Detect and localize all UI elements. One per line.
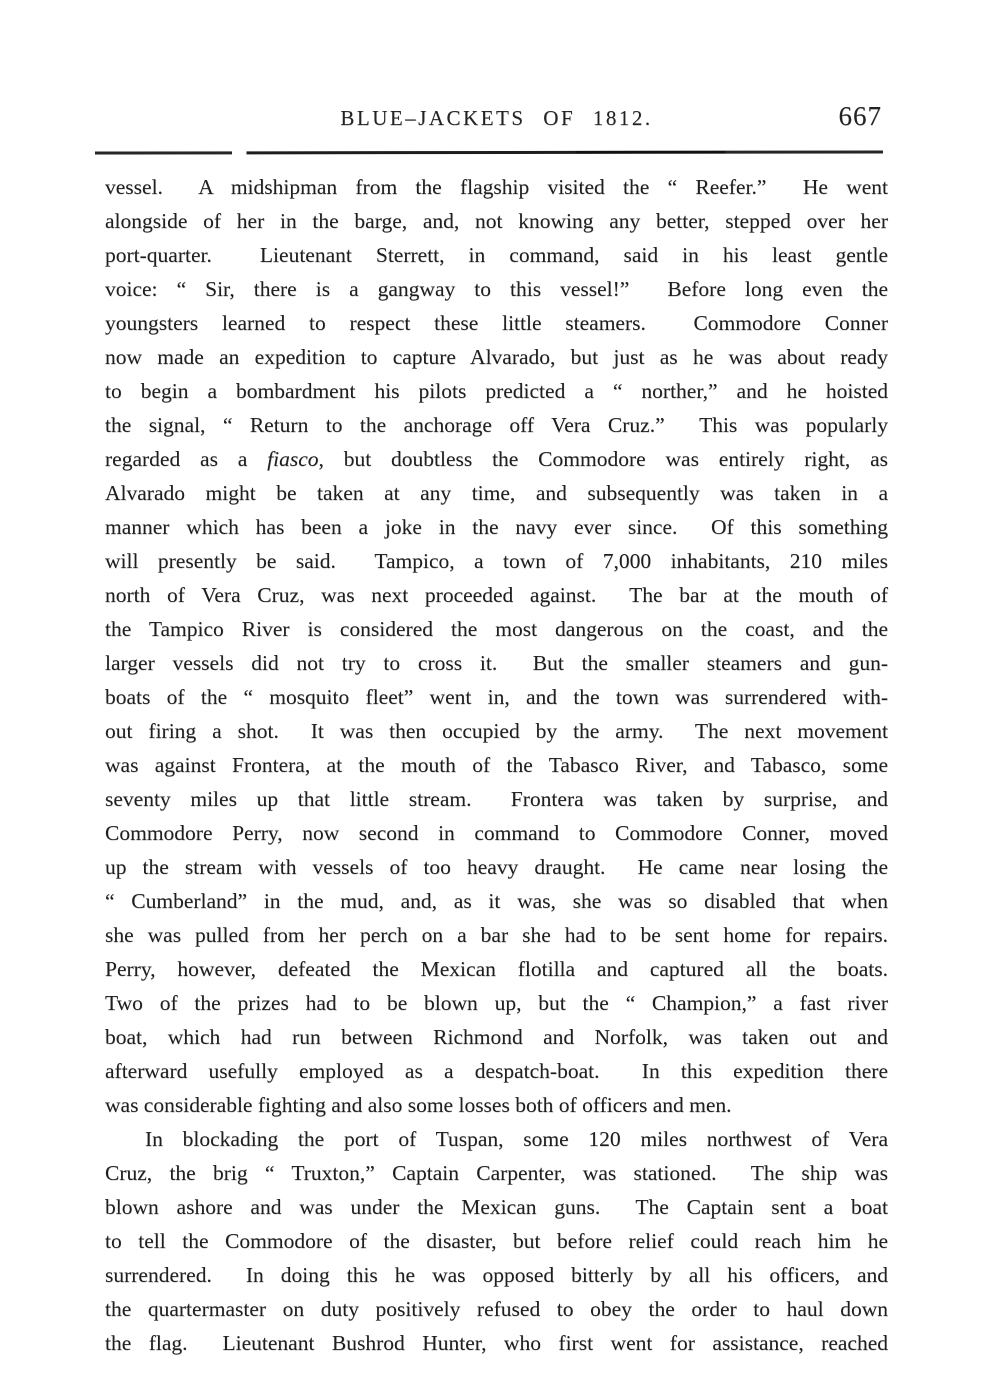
text-line: was against Frontera, at the mouth of the Tabasco River, and Tabasco, some xyxy=(105,753,888,777)
text-line: vessel. A midshipman from the flagship visited the “ Reefer.” He went xyxy=(105,175,888,199)
text-line: afterward usefully employed as a despatch-boat. In this expedition there xyxy=(105,1059,888,1083)
text-line: boat, which had run between Richmond and Norfolk, was taken out and xyxy=(105,1025,888,1049)
text-segment: regarded as a xyxy=(105,447,268,471)
text-line: manner which has been a joke in the navy ever since. Of this something xyxy=(105,515,888,539)
text-line: youngsters learned to respect these little steamers. Commodore Conner xyxy=(105,311,888,335)
text-line: the quartermaster on duty positively refused to obey the order to haul down xyxy=(105,1297,888,1321)
text-line xyxy=(105,442,888,476)
text-line: Cruz, the brig “ Truxton,” Captain Carpenter, was stationed. The ship was xyxy=(105,1161,888,1185)
text-line: alongside of her in the barge, and, not knowing any better, stepped over her xyxy=(105,209,888,233)
text-line: Commodore Perry, now second in command to Commodore Conner, moved xyxy=(105,821,888,845)
text-line: out firing a shot. It was then occupied by the army. The next movement xyxy=(105,719,888,743)
text-line-paragraph-end: was considerable fighting and also some losses both of officers and men. xyxy=(105,1093,732,1117)
text-line: surrendered. In doing this he was opposed bitterly by all his officers, and xyxy=(105,1263,888,1287)
text-line: now made an expedition to capture Alvarado, but just as he was about ready xyxy=(105,345,888,369)
text-line: the flag. Lieutenant Bushrod Hunter, who first went for assistance, reached xyxy=(105,1331,888,1355)
italic-word-fiasco: fiasco xyxy=(267,447,319,471)
text-line: port-quarter. Lieutenant Sterrett, in command, said in his least gentle xyxy=(105,243,888,267)
text-line: blown ashore and was under the Mexican guns. The Captain sent a boat xyxy=(105,1195,888,1219)
text-line: voice: “ Sir, there is a gangway to this vessel!” Before long even the xyxy=(105,277,888,301)
text-line: up the stream with vessels of too heavy draught. He came near losing the xyxy=(105,855,888,879)
text-line: Perry, however, defeated the Mexican flotilla and captured all the boats. xyxy=(105,957,888,981)
text-line: “ Cumberland” in the mud, and, as it was, she was so disabled that when xyxy=(105,889,888,913)
text-line: Two of the prizes had to be blown up, but the “ Champion,” a fast river xyxy=(105,991,888,1015)
text-line: Alvarado might be taken at any time, and subsequently was taken in a xyxy=(105,481,888,505)
text-line: will presently be said. Tampico, a town of 7,000 inhabitants, 210 miles xyxy=(105,549,888,573)
text-line: north of Vera Cruz, was next proceeded against. The bar at the mouth of xyxy=(105,583,888,607)
running-head-title: BLUE–JACKETS OF 1812. xyxy=(340,106,653,130)
text-line: the Tampico River is considered the most dangerous on the coast, and the xyxy=(105,617,888,641)
text-line: larger vessels did not try to cross it. But the smaller steamers and gun- xyxy=(105,651,888,675)
text-line-paragraph-start: In blockading the port of Tuspan, some 120 miles northwest of Vera xyxy=(145,1127,888,1151)
text-line: to begin a bombardment his pilots predicted a “ norther,” and he hoisted xyxy=(105,379,888,403)
header-rule xyxy=(95,150,883,154)
text-segment: , but doubtless the Commodore was entirely right, as xyxy=(318,447,888,471)
page-number: 667 xyxy=(838,101,882,131)
text-line: the signal, “ Return to the anchorage off Vera Cruz.” This was popularly xyxy=(105,413,888,437)
text-line: she was pulled from her perch on a bar she had to be sent home for repairs. xyxy=(105,923,888,947)
text-line: seventy miles up that little stream. Frontera was taken by surprise, and xyxy=(105,787,888,811)
text-column xyxy=(105,170,888,1360)
text-line: to tell the Commodore of the disaster, but before relief could reach him he xyxy=(105,1229,888,1253)
text-line: boats of the “ mosquito fleet” went in, and the town was surrendered with- xyxy=(105,685,888,709)
